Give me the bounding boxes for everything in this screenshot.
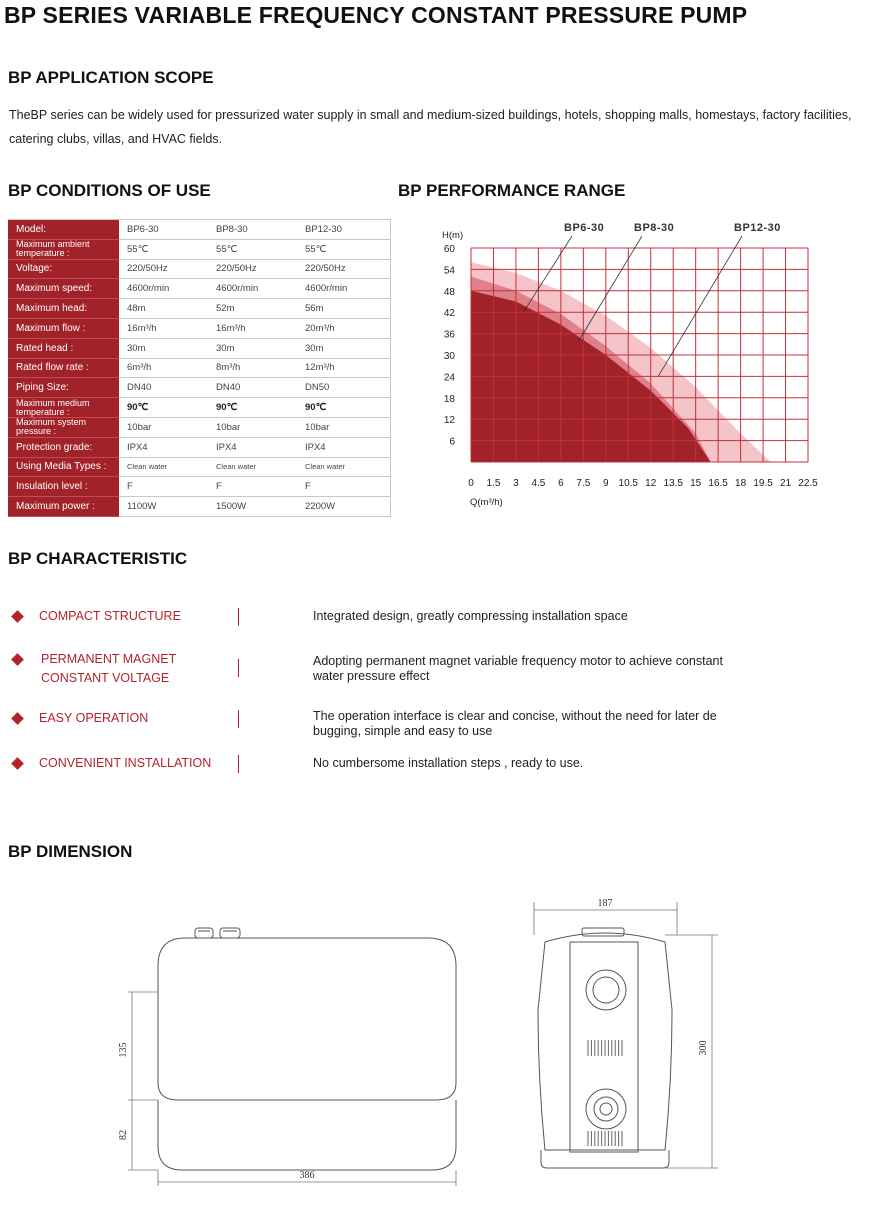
conditions-row [8,457,390,477]
characteristic-name-line: CONSTANT VOLTAGE [41,671,170,685]
conditions-value: DN50 [297,378,390,398]
conditions-value: 20m³/h [297,318,390,338]
diamond-bullet-icon [11,757,24,770]
y-tick-label: 54 [443,265,455,277]
conditions-value: Clean water [297,457,390,477]
series-label-bp8-30: BP8-30 [634,222,675,234]
series-label-bp6-30: BP6-30 [564,222,605,234]
characteristic-description-line: No cumbersome installation steps , ready to use. [313,756,584,770]
conditions-value: 1500W [208,497,297,517]
conditions-value: BP8-30 [208,220,297,240]
characteristic-name-line: PERMANENT MAGNET [41,652,177,666]
conditions-value: 90℃ [208,398,297,418]
conditions-row [8,378,390,398]
conditions-value: 4600r/min [208,279,297,299]
conditions-value: 48m [119,299,208,319]
series-label-bp12-30: BP12-30 [734,222,781,234]
front-view-drawing [158,928,456,1170]
front-lower-height-label: 82 [118,1130,129,1140]
x-tick-label: 16.5 [708,478,728,489]
conditions-label: Rated head : [8,338,119,358]
conditions-label: Maximum head: [8,299,119,319]
page-title: BP SERIES VARIABLE FREQUENCY CONSTANT PRESSURE PUMP [4,2,748,28]
x-tick-label: 12 [645,478,657,489]
side-base [541,1150,669,1168]
conditions-row [8,220,390,240]
conditions-value: 52m [208,299,297,319]
conditions-value: 12m³/h [297,358,390,378]
conditions-label: Maximum flow : [8,318,119,338]
x-tick-label: 15 [690,478,702,489]
conditions-row [8,417,390,437]
characteristic-item [0,704,870,744]
conditions-row [8,477,390,497]
front-body-lower [158,1100,456,1170]
conditions-value: 220/50Hz [119,259,208,279]
characteristic-divider [238,710,239,728]
characteristic-description [313,756,583,771]
x-tick-label: 0 [468,478,474,489]
front-knob-right [220,928,240,938]
x-tick-label: 3 [513,478,519,489]
characteristic-name-line: EASY OPERATION [39,711,149,725]
characteristic-name [41,650,176,688]
x-tick-label: 21 [779,478,792,489]
characteristic-description-line: Integrated design, greatly compressing installation space [313,609,628,623]
conditions-value: F [297,477,390,497]
y-tick-label: 30 [443,351,455,362]
diamond-bullet-icon [11,712,24,725]
side-top-knobs [582,928,624,936]
conditions-value: IPX4 [208,437,297,457]
conditions-row [8,358,390,378]
conditions-value: DN40 [119,378,208,398]
characteristic-description [313,709,717,739]
conditions-value: 16m³/h [119,318,208,338]
conditions-label: Insulation level : [8,477,119,497]
y-tick-label: 36 [443,329,455,341]
y-tick-label: 12 [443,415,455,427]
conditions-heading: BP CONDITIONS OF USE [8,181,211,200]
characteristic-divider [238,755,239,773]
x-tick-label: 13.5 [663,478,683,489]
characteristic-name [39,754,211,773]
conditions-row [8,338,390,358]
y-tick-label: 60 [443,244,455,255]
conditions-row [8,279,390,299]
conditions-label: Voltage: [8,259,119,279]
characteristic-name [39,709,148,728]
front-knob-left [195,928,213,938]
dimension-heading: BP DIMENSION [8,842,133,861]
characteristic-name [39,607,181,626]
conditions-value: 8m³/h [208,358,297,378]
conditions-value: Clean water [119,457,208,477]
x-tick-label: 9 [603,478,609,489]
conditions-value: 220/50Hz [297,259,390,279]
characteristic-item [0,602,870,642]
conditions-label: Maximum ambient temperature : [8,239,119,259]
performance-chart [430,212,850,512]
performance-heading: BP PERFORMANCE RANGE [398,181,626,200]
characteristic-description [313,654,723,684]
conditions-value: 10bar [119,417,208,437]
conditions-value: BP12-30 [297,220,390,240]
conditions-row [8,437,390,457]
conditions-label: Model: [8,220,119,240]
x-axis-label: Q(m³/h) [470,497,503,508]
y-tick-label: 42 [443,308,455,320]
conditions-value: 4600r/min [297,279,390,299]
characteristic-item [0,649,870,689]
conditions-label: Rated flow rate : [8,358,119,378]
conditions-value: 56m [297,299,390,319]
diamond-bullet-icon [11,610,24,623]
conditions-value: F [119,477,208,497]
y-axis-label: H(m) [442,230,464,241]
conditions-value: 6m³/h [119,358,208,378]
side-height-label: 300 [698,1040,709,1056]
conditions-label: Using Media Types : [8,457,119,477]
characteristic-description-line: water pressure effect [313,669,430,683]
front-body-upper [158,938,456,1100]
front-upper-height-label: 135 [118,1042,129,1058]
front-dimension-lines [128,992,456,1186]
side-vents [588,1040,622,1146]
characteristic-divider [238,659,239,677]
conditions-value: DN40 [208,378,297,398]
side-top-port [586,970,626,1010]
conditions-row [8,299,390,319]
x-tick-label: 7.5 [576,478,591,489]
scope-text: TheBP series can be widely used for pressurized water supply in small and medium-sized buildings, hotels, shopping malls, homestays, factory facilities, catering clubs, villas, and HVAC fields. [9,108,852,146]
conditions-value: 55℃ [208,239,297,259]
conditions-label: Piping Size: [8,378,119,398]
conditions-label: Protection grade: [8,437,119,457]
y-tick-label: 6 [449,436,455,448]
conditions-value: 90℃ [297,398,390,418]
conditions-row [8,239,390,259]
conditions-row [8,318,390,338]
scope-heading: BP APPLICATION SCOPE [8,68,214,87]
x-tick-label: 22.5 [798,478,818,489]
conditions-value: Clean water [208,457,297,477]
characteristic-description-line: Adopting permanent magnet variable frequency motor to achieve constant [313,654,723,668]
conditions-value: 55℃ [297,239,390,259]
characteristic-description [313,609,628,624]
characteristic-item [0,749,870,789]
x-tick-label: 4.5 [531,478,546,489]
conditions-value: 30m [208,338,297,358]
conditions-value: 30m [297,338,390,358]
conditions-value: 220/50Hz [208,259,297,279]
conditions-row [8,497,390,517]
conditions-label: Maximum power : [8,497,119,517]
conditions-value: IPX4 [297,437,390,457]
y-tick-label: 18 [443,393,455,405]
characteristic-name-line: CONVENIENT INSTALLATION [39,756,212,770]
y-tick-label: 24 [443,372,455,384]
conditions-label: Maximum speed: [8,279,119,299]
conditions-value: 1100W [119,497,208,517]
x-tick-label: 6 [558,478,564,489]
characteristic-description-line: The operation interface is clear and concise, without the need for later de [313,709,717,723]
x-tick-label: 10.5 [618,478,639,489]
conditions-value: F [208,477,297,497]
dimension-svg [0,880,870,1200]
characteristic-divider [238,608,239,626]
characteristic-name-line: COMPACT STRUCTURE [39,609,181,623]
characteristic-heading: BP CHARACTERISTIC [8,549,188,568]
conditions-label: Maximum system pressure : [8,417,119,437]
conditions-value: 90℃ [119,398,208,418]
y-tick-label: 48 [443,286,455,298]
conditions-value: 10bar [208,417,297,437]
x-tick-label: 19.5 [753,478,773,489]
conditions-value: 30m [119,338,208,358]
conditions-value: 2200W [297,497,390,517]
conditions-value: 55℃ [119,239,208,259]
dimension-drawings [0,880,870,1200]
conditions-row [8,259,390,279]
conditions-value: BP6-30 [119,220,208,240]
conditions-table [8,219,391,517]
conditions-value: 4600r/min [119,279,208,299]
side-bottom-port [586,1089,626,1129]
characteristic-description-line: bugging, simple and easy to use [313,724,493,738]
x-tick-label: 18 [735,478,747,489]
front-width-label: 386 [299,1170,315,1181]
diamond-bullet-icon [11,653,24,666]
conditions-label: Maximum medium temperature : [8,398,119,418]
x-tick-label: 1.5 [486,478,501,489]
conditions-row [8,398,390,418]
conditions-value: IPX4 [119,437,208,457]
conditions-value: 10bar [297,417,390,437]
conditions-value: 16m³/h [208,318,297,338]
side-width-label: 187 [597,898,613,909]
performance-chart-svg [430,212,850,512]
